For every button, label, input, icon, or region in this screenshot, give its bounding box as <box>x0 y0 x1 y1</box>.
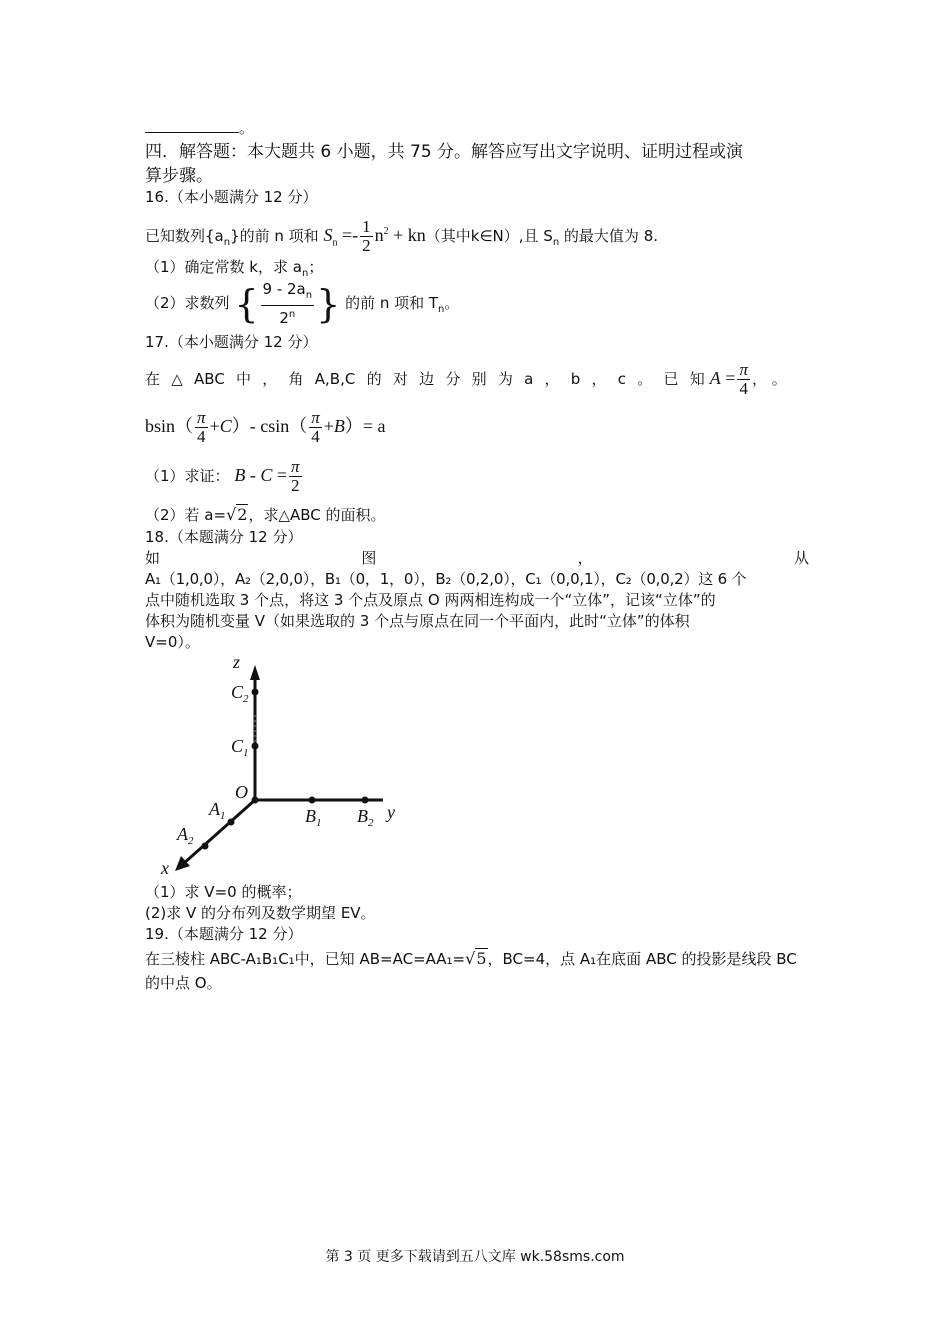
label-a1: $A_1$ <box>209 799 226 822</box>
label-a2: $A_2$ <box>177 824 194 847</box>
sqrt-two: √2 <box>226 505 248 524</box>
sequence-fraction: $\frac{9 - 2a_n}{2^n}$ <box>262 280 313 327</box>
q17-stem-token: 。 <box>637 370 653 388</box>
q18-line3: 点中随机选取 3 个点，将这 3 个点及原点 O 两两相连构成一个“立体”，记该“立体”的 <box>145 591 716 609</box>
point-a2 <box>202 843 209 850</box>
q17-stem-token: ， <box>544 370 560 388</box>
point-b1 <box>309 797 316 804</box>
z-arrowhead <box>250 665 260 680</box>
q18-line4: 体积为随机变量 V（如果选取的 3 个点与原点在同一个平面内，此时“立体”的体积 <box>145 612 690 630</box>
q17-stem-token: △ <box>171 370 183 388</box>
q19-header: 19.（本题满分 12 分） <box>145 925 303 943</box>
q16-header: 16.（本小题满分 12 分） <box>145 188 318 206</box>
q17-part1: （1）求证： B - C = $\frac{\pi}{2}$ <box>145 457 300 496</box>
q17-stem-token: ， <box>591 370 607 388</box>
q17-stem-token: 角 <box>288 370 304 388</box>
point-c2 <box>252 689 259 696</box>
angle-a-formula: A = $\frac{\pi}{4}$ <box>709 360 748 399</box>
answer-blank-line: 。 <box>145 118 809 138</box>
section-heading: 四．解答题：本大题共 6 小题，共 75 分。解答应写出文字说明、证明过程或演 <box>145 142 744 162</box>
label-o: O <box>235 782 248 802</box>
q17-stem-token: 别 <box>471 370 487 388</box>
q17-stem-token: 的 <box>366 370 382 388</box>
sn-formula: $S_n$ =- $\frac{1}{2}$ $n^2$ + kn <box>323 217 426 256</box>
q17-stem-token: 为 <box>497 370 513 388</box>
q18-header: 18.（本题满分 12 分） <box>145 528 303 546</box>
label-z: z <box>233 652 241 672</box>
q17-stem-token: 中 <box>236 370 252 388</box>
coordinate-figure <box>155 650 425 880</box>
q18-part1: （1）求 V=0 的概率； <box>145 883 302 901</box>
q17-stem-token: 对 <box>392 370 408 388</box>
q18-line1-token: 如 <box>145 549 161 567</box>
q17-equation: bsin（ $\frac{\pi}{4}$ +C）- csin（ $\frac{\pi}{4}$ +B）= a <box>145 408 386 447</box>
q18-line5: V=0）。 <box>145 633 200 651</box>
label-c2: $C_2$ <box>231 682 249 705</box>
q18-line1-token: ， <box>577 549 593 567</box>
q17-stem-token: b <box>570 370 581 388</box>
q16-part1: （1）确定常数 k，求 $a_n$； <box>145 258 324 279</box>
q17-stem-token: 知 <box>689 370 705 388</box>
q18-line1-token: 图 <box>361 549 377 567</box>
label-b1: $B_1$ <box>305 806 322 829</box>
q17-stem-token: 已 <box>663 370 679 388</box>
q18-line2: A₁（1,0,0），A₂（2,0,0），B₁（0，1，0），B₂（0,2,0），C₁（0,0,1），C₂（0,0,2）这 6 个 <box>145 570 747 588</box>
q18-line1 <box>145 548 809 568</box>
q17-stem-token: A,B,C <box>314 370 356 388</box>
q17-stem-token: 分 <box>445 370 461 388</box>
label-y: y <box>387 802 395 822</box>
label-b2: $B_2$ <box>357 806 374 829</box>
q19-line2: 的中点 O。 <box>145 974 222 992</box>
q17-part2: （2）若 a=√2，求△ABC 的面积。 <box>145 505 386 524</box>
q17-stem-token: 边 <box>419 370 435 388</box>
q17-stem-token: ， <box>262 370 278 388</box>
q16-stem: 已知数列$\{a_n\}$的前 n 项和 $S_n$ =- $\frac{1}{2}$ $n^2 + kn$（其中k∈N）,且 $S_n$ 的最大值为 8. <box>145 217 659 256</box>
point-o <box>252 797 259 804</box>
q17-stem-token: c <box>617 370 627 388</box>
q17-stem: 在 △ ABC 中 ， 角 A,B,C 的 对 边 分 别 为 a ， b ， c 。 已 知 A = $\frac{\pi}{4}$ ， 。 <box>145 356 809 400</box>
point-a1 <box>228 819 235 826</box>
q16-part2: （2）求数列 { $\frac{9 - 2a_n}{2^n}$ } 的前 n 项和 $T_n$。 <box>145 280 460 327</box>
q19-line1: 在三棱柱 ABC-A₁B₁C₁中，已知 AB=AC=AA₁=√5，BC=4，点 A₁在底面 ABC 的投影是线段 BC <box>145 949 797 968</box>
point-b2 <box>362 797 369 804</box>
point-c1 <box>252 743 259 750</box>
q17-stem-token: 在 <box>145 370 161 388</box>
page-footer: 第 3 页 更多下载请到五八文库 wk.58sms.com <box>325 1249 625 1265</box>
label-x: x <box>161 858 169 878</box>
q17-stem-token: ABC <box>194 370 225 388</box>
label-c1: $C_1$ <box>231 736 249 759</box>
q18-line1-token: 从 <box>793 549 809 567</box>
q17-header: 17.（本小题满分 12 分） <box>145 333 318 351</box>
q18-part2: (2)求 V 的分布列及数学期望 EV。 <box>145 904 376 922</box>
sqrt-five: √5 <box>465 949 487 968</box>
q17-stem-token: a <box>524 370 534 388</box>
section-heading-cont: 算步骤。 <box>145 166 213 186</box>
